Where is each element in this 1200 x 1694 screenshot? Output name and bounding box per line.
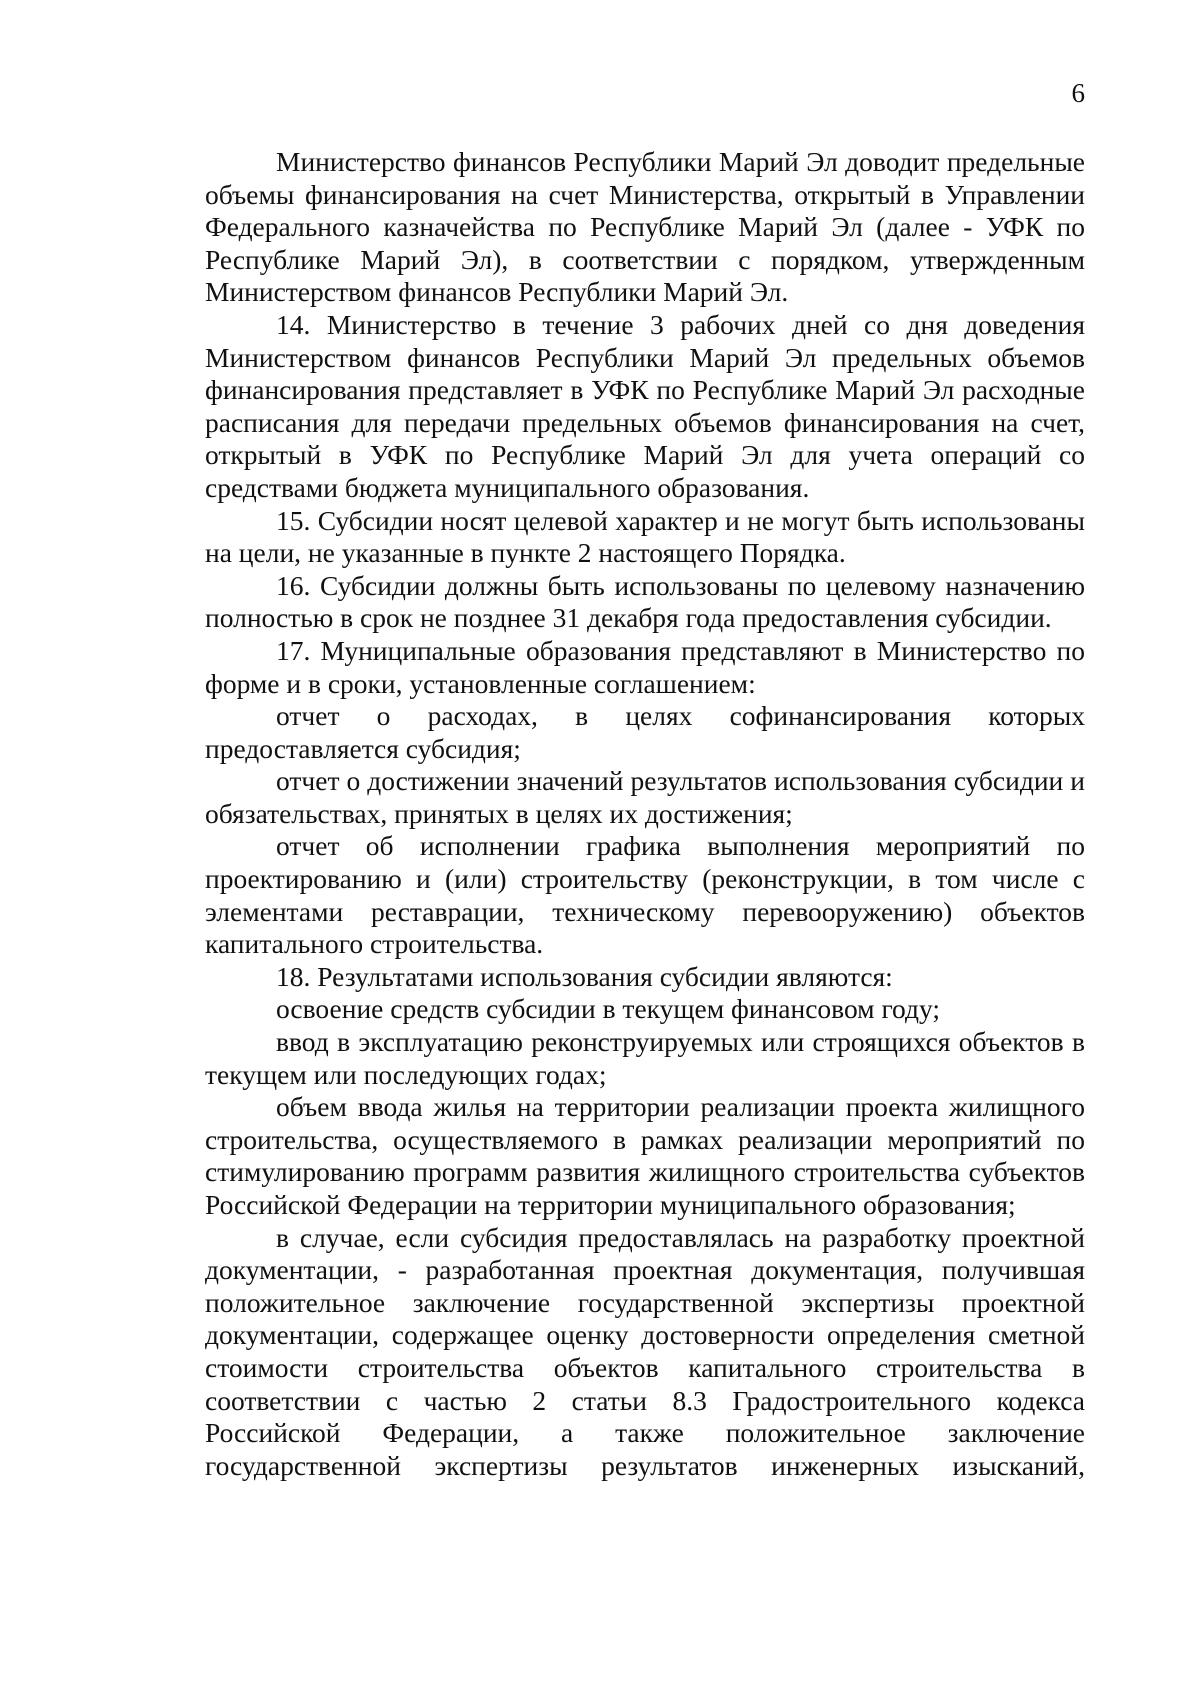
paragraph-report-expenses: отчет о расходах, в целях софинансирования которых предоставляется субсидия; xyxy=(205,700,1085,764)
page-number: 6 xyxy=(1071,78,1085,108)
paragraph-item-17: 17. Муниципальные образования представляют в Министерство по форме и в сроки, установленные соглашением: xyxy=(205,634,1085,699)
paragraph-result-funds: освоение средств субсидии в текущем финансовом году; xyxy=(276,993,941,1025)
paragraph-item-14: 14. Министерство в течение 3 рабочих дней со дня доведения Министерством финансов Республики Марий Эл предельных объемов финансирования представляет в УФК по Республике Марий Эл расходные расписания для передачи предельных объемов финансирования на счет, открытый в УФК по Республике Марий Эл для учета операций со средствами бюджета муниципального образования. xyxy=(205,308,1085,503)
paragraph-item-18: 18. Результатами использования субсидии являются: xyxy=(276,960,893,992)
paragraph-result-commissioning: ввод в эксплуатацию реконструируемых или строящихся объектов в текущем или последующих годах; xyxy=(205,1026,1085,1090)
paragraph-result-design-docs: в случае, если субсидия предоставлялась на разработку проектной документации, - разработанная проектная документация, получившая положительное заключение государственной экспертизы проектной документации, содержащее оценку достоверности определения сметной стоимости строительства объектов капитального строительства в соответствии с частью 2 статьи 8.3 Градостроительного кодекса Российской Федерации, а также положительное заключение государственной экспертизы результатов инженерных изысканий, xyxy=(205,1221,1085,1481)
paragraph-item-16: 16. Субсидии должны быть использованы по целевому назначению полностью в срок не позднее 31 декабря года предоставления субсидии. xyxy=(205,569,1085,634)
document-body xyxy=(205,146,1085,1482)
paragraph-result-housing: объем ввода жилья на территории реализации проекта жилищного строительства, осуществляемого в рамках реализации мероприятий по стимулированию программ развития жилищного строительства субъектов Российской Федерации на территории муниципального образования; xyxy=(205,1091,1085,1220)
paragraph-funding-limits: Министерство финансов Республики Марий Эл доводит предельные объемы финансирования на счет Министерства, открытый в Управлении Федерального казначейства по Республике Марий Эл (далее - УФК по Республике Марий Эл), в соответствии с порядком, утвержденным Министерством финансов Республики Марий Эл. xyxy=(205,146,1085,308)
paragraph-item-15: 15. Субсидии носят целевой характер и не могут быть использованы на цели, не указанные в пункте 2 настоящего Порядка. xyxy=(205,504,1085,569)
paragraph-report-schedule: отчет об исполнении графика выполнения мероприятий по проектированию и (или) строительству (реконструкции, в том числе с элементами реставрации, техническому перевооружению) объектов капитального строительства. xyxy=(205,830,1085,960)
paragraph-report-results: отчет о достижении значений результатов использования субсидии и обязательствах, принятых в целях их достижения; xyxy=(205,765,1085,829)
